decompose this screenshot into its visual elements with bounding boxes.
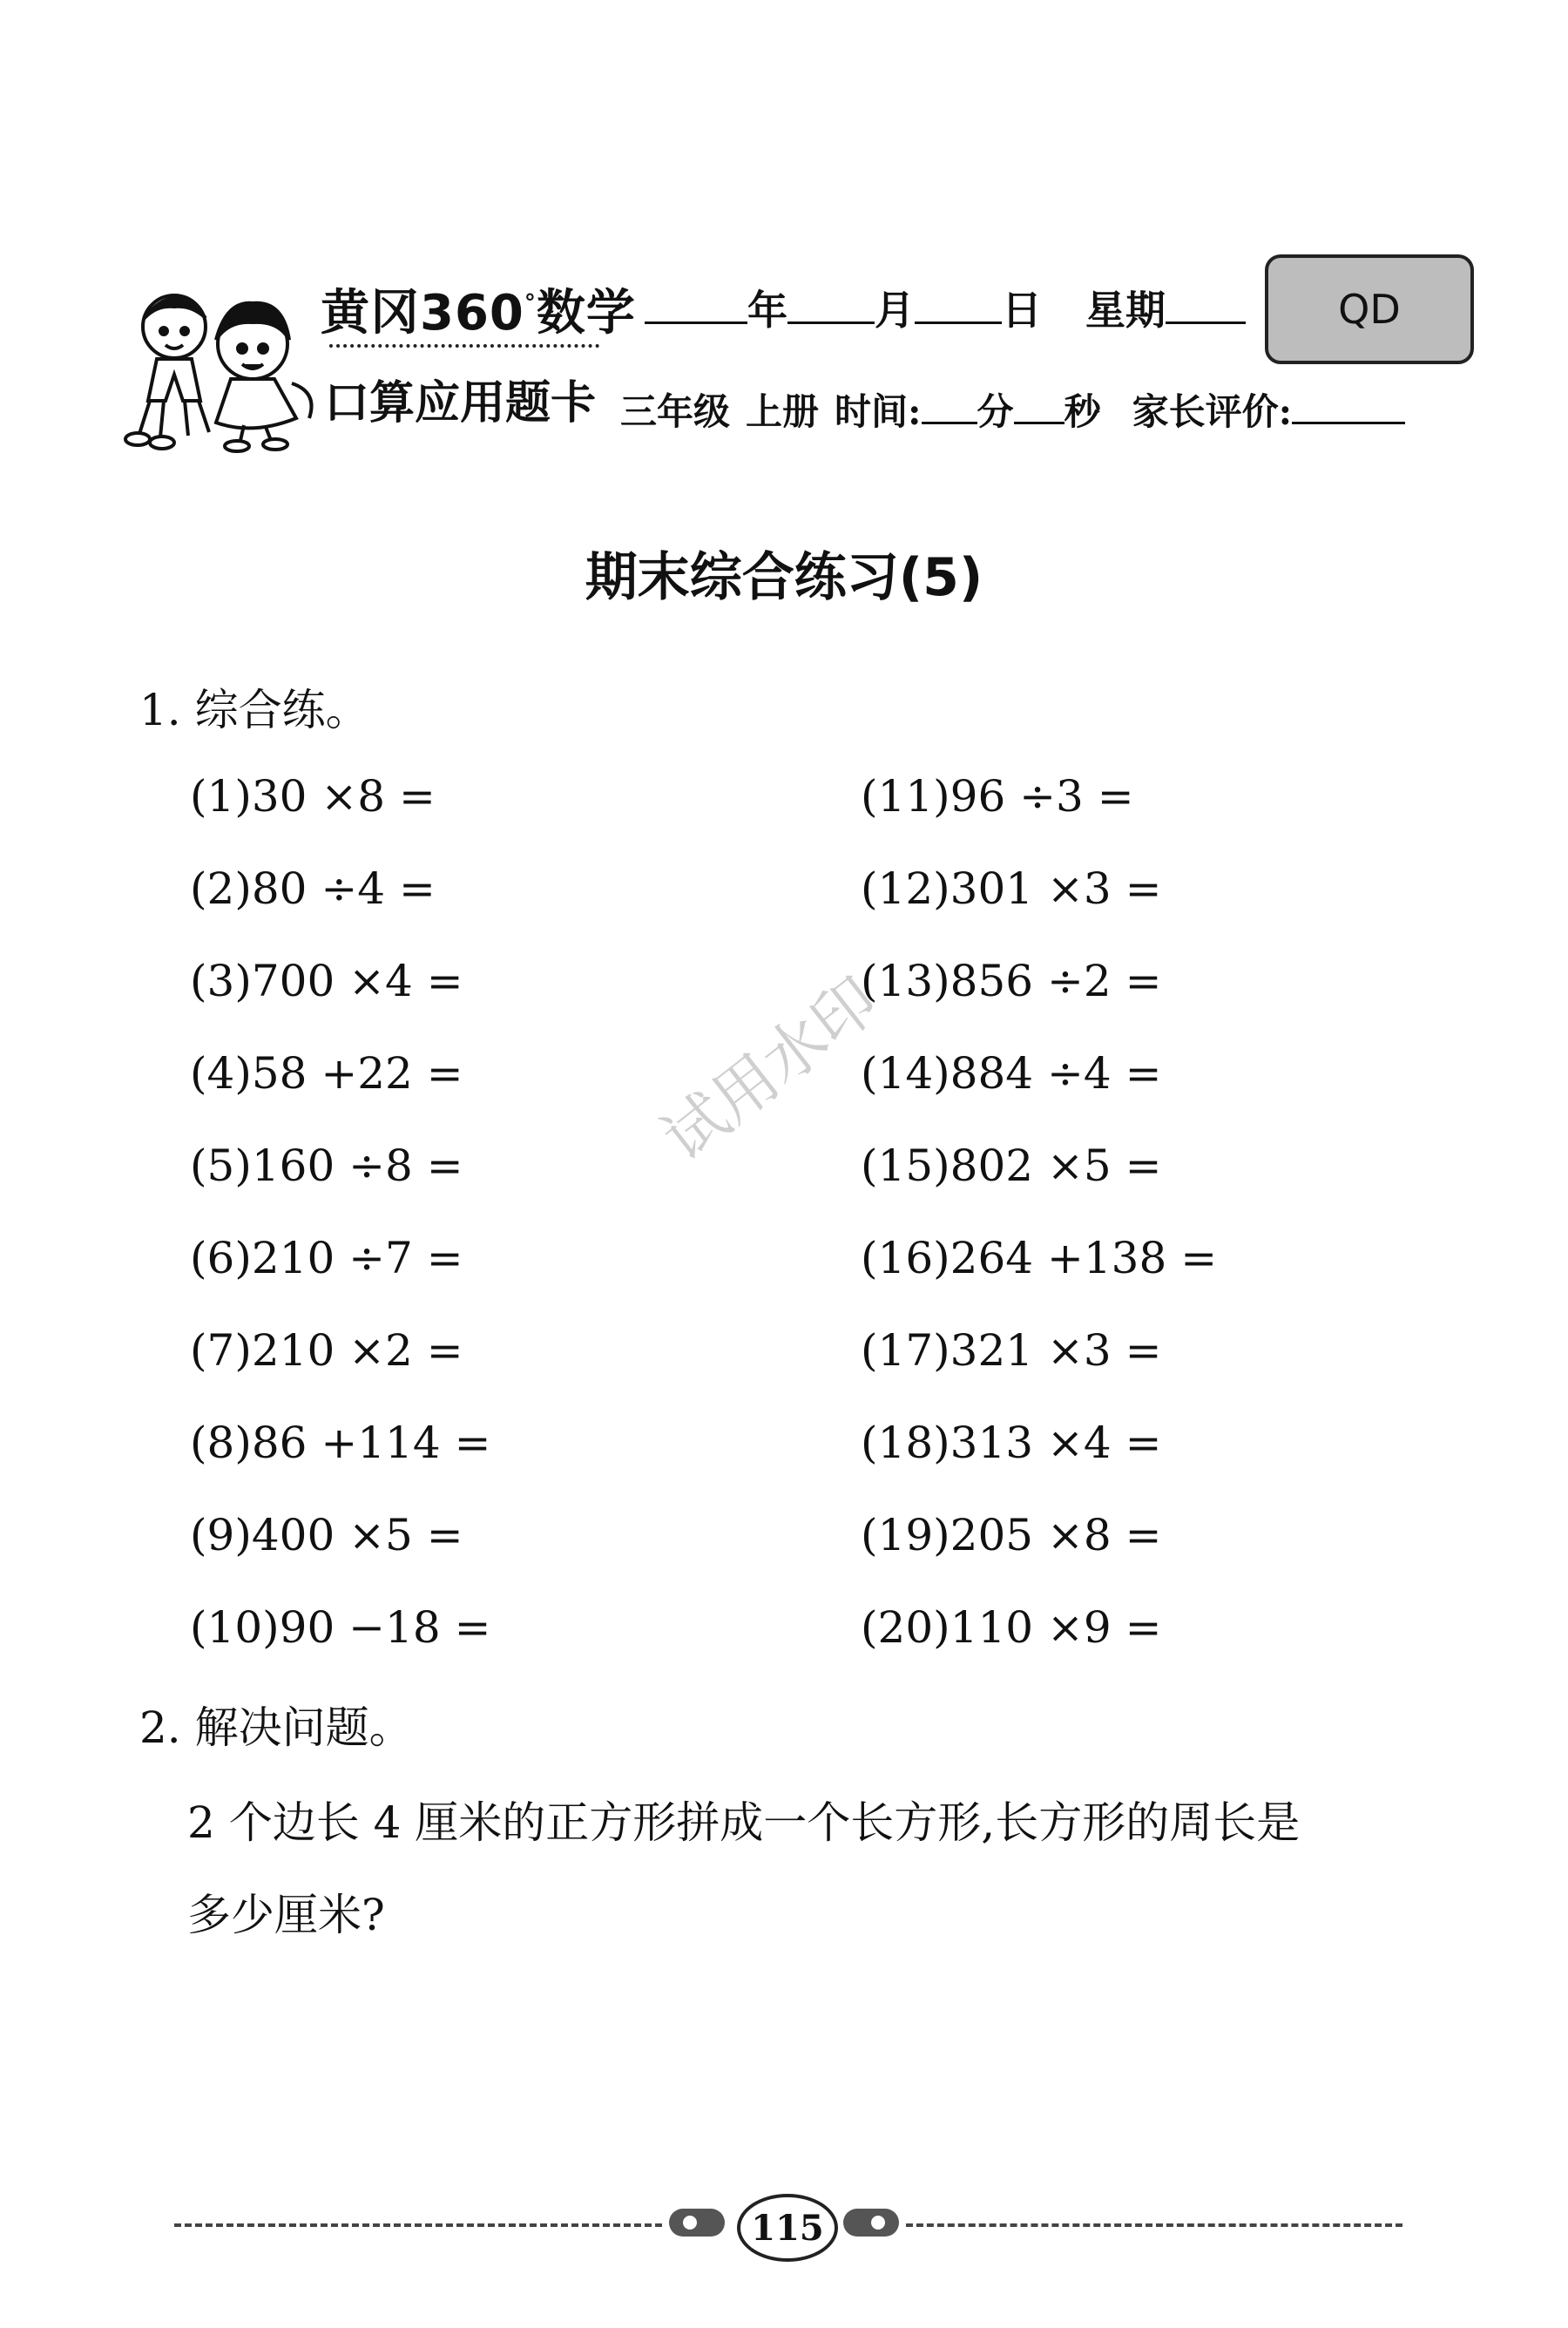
second-label: 秒 [1064, 390, 1101, 433]
grade-label: 三年级 [620, 390, 731, 433]
mascot-illustration [122, 279, 331, 453]
problem-14: (14)884 ÷4 = [861, 1048, 1162, 1099]
weekday-blank [1166, 321, 1246, 324]
second-blank [1014, 421, 1064, 424]
page-title: 期末综合练习(5) [585, 547, 983, 608]
footer-rule-left [174, 2223, 662, 2227]
problem-4: (4)58 +22 = [190, 1048, 463, 1099]
date-line [645, 279, 1246, 336]
section2-heading: 2. 解决问题。 [139, 1702, 413, 1753]
problem-7: (7)210 ×2 = [190, 1325, 463, 1376]
footer-ornament-left [669, 2209, 725, 2237]
parent-eval-label: 家长评价: [1132, 390, 1293, 433]
edition-badge: QD [1265, 254, 1474, 364]
problem-12: (12)301 ×3 = [861, 863, 1162, 914]
problem-8: (8)86 +114 = [190, 1418, 491, 1468]
info-line [620, 383, 1405, 436]
day-label: 日 [1002, 287, 1042, 334]
watermark: 试用水印 [648, 963, 892, 1175]
month-label: 月 [875, 287, 915, 334]
problem-20: (20)110 ×9 = [861, 1602, 1162, 1653]
word-problem-line2: 多少厘米? [187, 1890, 385, 1940]
minute-label: 分 [977, 390, 1014, 433]
weekday-label: 星期 [1085, 287, 1166, 334]
word-problem-line1: 2 个边长 4 厘米的正方形拼成一个长方形,长方形的周长是 [187, 1797, 1301, 1848]
problem-19: (19)205 ×8 = [861, 1510, 1162, 1560]
brand-title-main: 黄冈360 [321, 285, 524, 342]
year-blank [645, 321, 747, 324]
problem-15: (15)802 ×5 = [861, 1140, 1162, 1191]
problem-11: (11)96 ÷3 = [861, 771, 1134, 822]
section1-heading: 1. 综合练。 [139, 685, 369, 735]
brand-divider [329, 344, 599, 348]
brand-subtitle: 口算应用题卡 [324, 377, 597, 430]
time-label: 时间: [835, 390, 922, 433]
problem-10: (10)90 −18 = [190, 1602, 491, 1653]
page-number: 115 [737, 2194, 838, 2262]
parent-eval-blank [1292, 421, 1405, 424]
footer-ornament-left-dot [683, 2216, 697, 2230]
problem-16: (16)264 +138 = [861, 1233, 1218, 1283]
problem-9: (9)400 ×5 = [190, 1510, 463, 1560]
minute-blank [922, 421, 977, 424]
problem-13: (13)856 ÷2 = [861, 956, 1162, 1006]
footer-rule-right [906, 2223, 1402, 2227]
problem-2: (2)80 ÷4 = [190, 863, 436, 914]
problem-17: (17)321 ×3 = [861, 1325, 1162, 1376]
footer-ornament-right-dot [871, 2216, 885, 2230]
year-label: 年 [747, 287, 787, 334]
month-blank [787, 321, 875, 324]
problem-1: (1)30 ×8 = [190, 771, 436, 822]
day-blank [915, 321, 1002, 324]
brand-title-tail: 数学 [536, 285, 636, 342]
problem-5: (5)160 ÷8 = [190, 1140, 463, 1191]
volume-label: 上册 [746, 390, 820, 433]
problem-18: (18)313 ×4 = [861, 1418, 1162, 1468]
problem-3: (3)700 ×4 = [190, 956, 463, 1006]
problem-6: (6)210 ÷7 = [190, 1233, 463, 1283]
brand-title-degree: ° [524, 290, 537, 316]
brand-title [321, 274, 636, 344]
